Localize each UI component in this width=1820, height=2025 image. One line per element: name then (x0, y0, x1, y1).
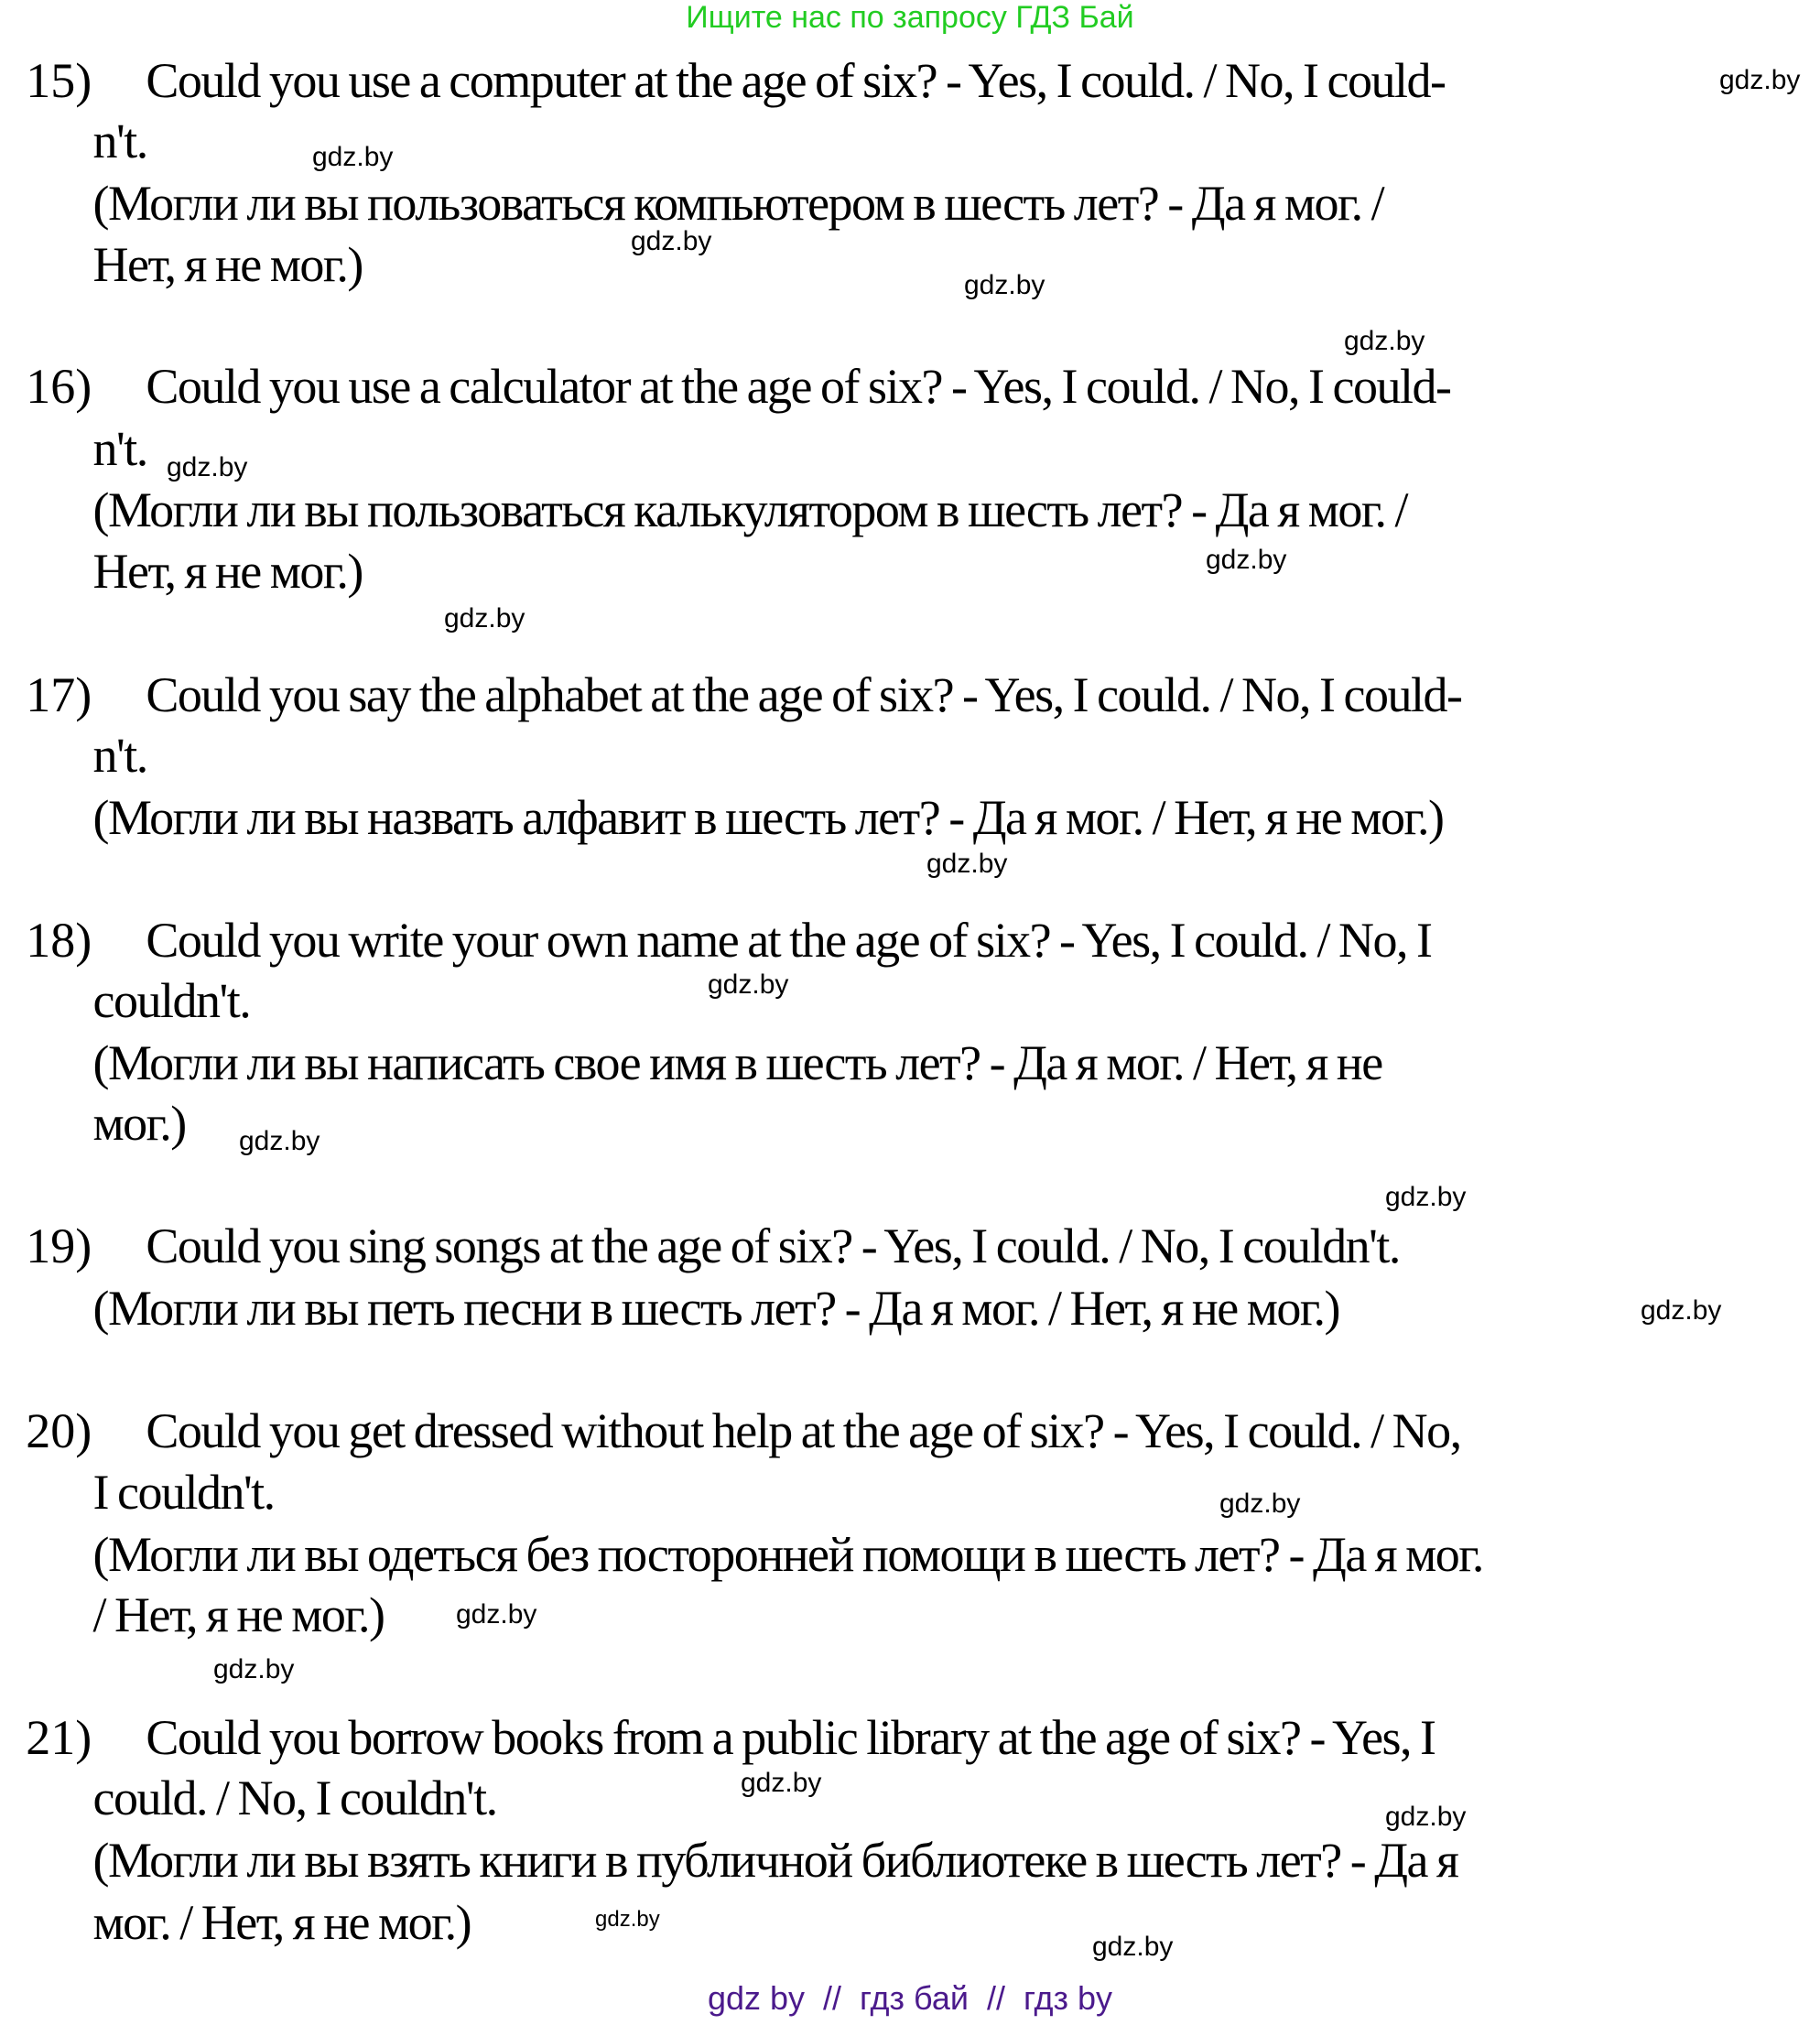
answer-line: Нет, я не мог.) (92, 237, 363, 293)
watermark: gdz.by (1092, 1932, 1174, 1962)
search-hint-banner: Ищите нас по запросу ГДЗ Бай (686, 0, 1134, 35)
answer-line: could. / No, I couldn't. (92, 1771, 497, 1826)
watermark: gdz.by (1641, 1295, 1722, 1326)
watermark: gdz.by (741, 1768, 822, 1798)
question-line: Could you use a calculator at the age of six? - Yes, I could. / No, I could- (146, 358, 1451, 414)
answer-line: (Могли ли вы назвать алфавит в шесть лет? - Да я мог. / Нет, я не мог.) (92, 789, 1444, 845)
answer-line: n't. (92, 114, 147, 169)
answer-line: / Нет, я не мог.) (92, 1587, 385, 1643)
watermark: gdz.by (213, 1654, 295, 1684)
question-line: Could you sing songs at the age of six? - Yes, I could. / No, I couldn't. (146, 1218, 1400, 1273)
answer-line: (Могли ли вы петь песни в шесть лет? - Да я мог. / Нет, я не мог.) (92, 1280, 1339, 1336)
answer-line: Нет, я не мог.) (92, 543, 363, 599)
watermark: gdz.by (1219, 1489, 1301, 1519)
item-number: 15) (26, 52, 92, 108)
watermark: gdz.by (631, 226, 712, 256)
item-number: 18) (26, 912, 92, 968)
item-number: 21) (26, 1710, 92, 1766)
answer-line: n't. (92, 728, 147, 784)
watermark: gdz.by (167, 452, 248, 482)
watermark: gdz.by (239, 1126, 320, 1156)
item-number: 16) (26, 358, 92, 414)
answer-line: (Могли ли вы написать свое имя в шесть лет? - Да я мог. / Нет, я не (92, 1034, 1382, 1090)
question-line: Could you say the alphabet at the age of six? - Yes, I could. / No, I could- (146, 666, 1462, 722)
item-number: 19) (26, 1218, 92, 1273)
question-line: Could you write your own name at the age of six? - Yes, I could. / No, I (146, 912, 1432, 968)
answer-line: (Могли ли вы пользоваться компьютером в шесть лет? - Да я мог. / (92, 175, 1384, 231)
answer-line: n't. (92, 420, 147, 476)
watermark: gdz.by (1385, 1802, 1467, 1832)
watermark: gdz.by (1206, 545, 1287, 575)
answer-line: мог. / Нет, я не мог.) (92, 1894, 471, 1950)
question-line: Could you borrow books from a public library at the age of six? - Yes, I (146, 1710, 1435, 1766)
answer-line: (Могли ли вы одеться без посторонней помощи в шесть лет? - Да я мог. (92, 1526, 1483, 1582)
watermark: gdz.by (1719, 65, 1801, 95)
answer-line: (Могли ли вы пользоваться калькулятором в шесть лет? - Да я мог. / (92, 482, 1407, 538)
answer-line: couldn't. (92, 973, 251, 1029)
item-number: 20) (26, 1402, 92, 1458)
question-line: Could you get dressed without help at the age of six? - Yes, I could. / No, (146, 1402, 1461, 1458)
item-number: 17) (26, 666, 92, 722)
watermark: gdz.by (964, 270, 1045, 300)
answer-line: I couldn't. (92, 1465, 275, 1521)
watermark: gdz.by (926, 849, 1008, 879)
watermark: gdz.by (444, 603, 525, 633)
watermark: gdz.by (312, 142, 394, 172)
answer-line: (Могли ли вы взять книги в публичной библиотеке в шесть лет? - Да я (92, 1833, 1458, 1889)
footer-links: gdz by // гдз бай // гдз by (707, 1979, 1113, 2017)
answer-line: мог.) (92, 1096, 186, 1152)
watermark: gdz.by (1344, 326, 1425, 356)
watermark: gdz.by (1385, 1182, 1467, 1212)
watermark: gdz.by (456, 1599, 537, 1630)
watermark: gdz.by (708, 969, 789, 1000)
question-line: Could you use a computer at the age of six? - Yes, I could. / No, I could- (146, 52, 1446, 108)
watermark: gdz.by (595, 1907, 660, 1932)
